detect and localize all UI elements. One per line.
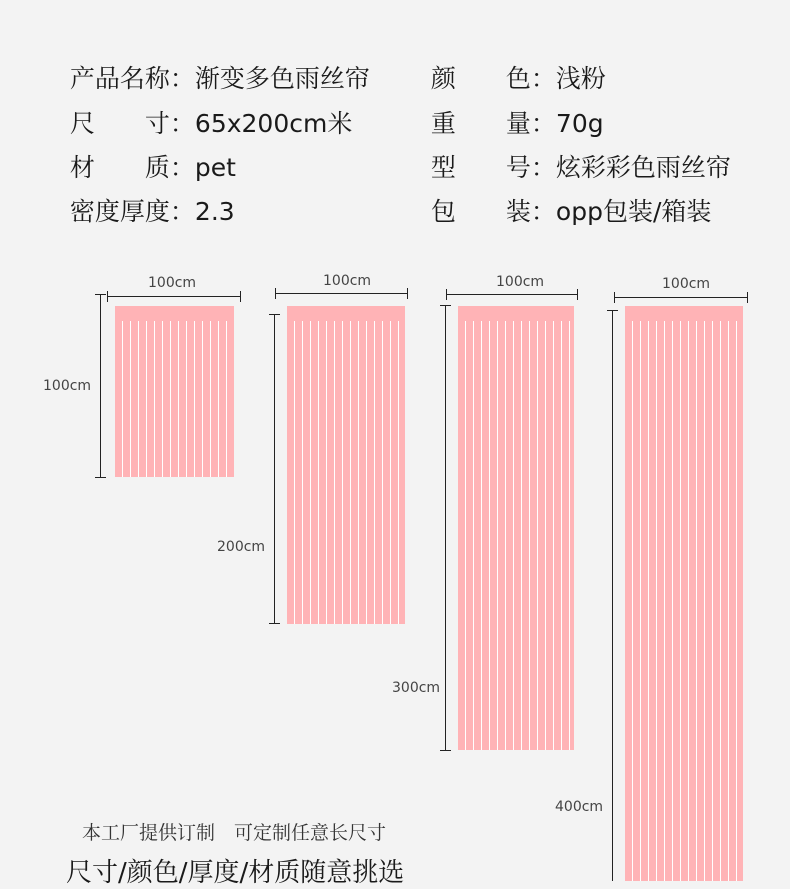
- width-label: 100cm: [496, 274, 545, 290]
- spec-weight-label: 重 量：: [430, 109, 556, 138]
- width-dimension-line: [107, 296, 241, 297]
- height-label: 300cm: [392, 680, 441, 696]
- curtain-rod: [115, 306, 234, 321]
- spec-size-label: 尺 寸：: [69, 109, 195, 138]
- curtain-rod: [458, 306, 574, 321]
- curtain-illustration: [625, 306, 743, 881]
- curtain-strands: [287, 321, 405, 624]
- height-tick-top: [95, 294, 106, 295]
- height-dimension-line: [445, 305, 446, 751]
- spec-package-value: opp包装/箱装: [555, 197, 712, 226]
- spec-package: [415, 167, 711, 227]
- custom-options-note: 尺寸/颜色/厚度/材质随意挑选: [66, 858, 405, 888]
- spec-color-label: 颜 色：: [430, 64, 556, 93]
- width-label: 100cm: [148, 275, 197, 291]
- spec-size-value: 65x200cm米: [194, 109, 353, 138]
- spec-name-value: 渐变多色雨丝帘: [194, 64, 370, 93]
- height-tick-top: [269, 314, 280, 315]
- height-label: 400cm: [555, 799, 604, 815]
- width-tick-right: [577, 289, 578, 300]
- height-dimension-line: [274, 314, 275, 624]
- width-label: 100cm: [323, 273, 372, 289]
- width-tick-right: [240, 291, 241, 302]
- spec-density-label: 密度厚度：: [69, 197, 195, 226]
- height-dimension-line: [100, 294, 101, 478]
- spec-density: [54, 167, 235, 227]
- width-dimension-line: [446, 294, 578, 295]
- curtain-strands: [115, 321, 234, 477]
- height-tick-top: [440, 305, 451, 306]
- height-dimension-line: [612, 310, 613, 881]
- height-tick-bottom: [440, 750, 451, 751]
- custom-order-note: 本工厂提供订制 可定制任意长尺寸: [82, 822, 387, 844]
- curtain-illustration: [115, 306, 234, 477]
- spec-material-label: 材 质：: [69, 153, 195, 182]
- curtain-rod: [625, 306, 743, 321]
- height-tick-bottom: [95, 477, 106, 478]
- height-label: 200cm: [217, 539, 266, 555]
- curtain-rod: [287, 306, 405, 321]
- spec-package-label: 包 装：: [430, 197, 556, 226]
- spec-weight-value: 70g: [555, 109, 604, 138]
- width-tick-left: [275, 288, 276, 299]
- curtain-strands: [625, 321, 743, 881]
- spec-density-value: 2.3: [194, 197, 235, 226]
- height-tick-top: [607, 310, 618, 311]
- spec-model-value: 炫彩彩色雨丝帘: [555, 153, 731, 182]
- width-label: 100cm: [662, 276, 711, 292]
- width-tick-left: [446, 289, 447, 300]
- height-label: 100cm: [43, 378, 92, 394]
- spec-name-label: 产品名称：: [69, 64, 195, 93]
- width-tick-left: [614, 292, 615, 303]
- spec-model-label: 型 号：: [430, 153, 556, 182]
- spec-material-value: pet: [194, 153, 236, 182]
- curtain-illustration: [287, 306, 405, 624]
- width-tick-right: [747, 292, 748, 303]
- width-dimension-line: [614, 297, 748, 298]
- height-tick-bottom: [269, 623, 280, 624]
- curtain-illustration: [458, 306, 574, 750]
- width-tick-right: [407, 288, 408, 299]
- width-tick-left: [107, 291, 108, 302]
- curtain-strands: [458, 321, 574, 750]
- spec-color-value: 浅粉: [555, 64, 606, 93]
- width-dimension-line: [275, 293, 408, 294]
